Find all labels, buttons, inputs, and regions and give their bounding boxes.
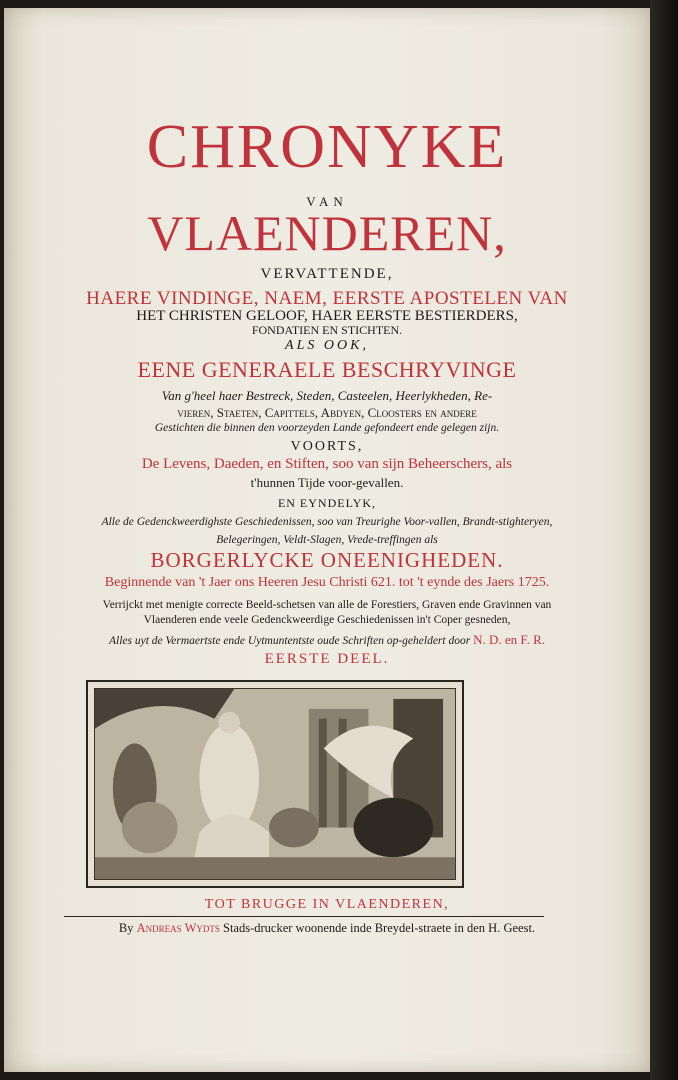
levens-line: De Levens, Daeden, en Stiften, soo van sijn Beheerschers, als xyxy=(141,456,513,472)
book-edge xyxy=(650,0,678,1080)
verrijckt-line: Verrijckt met menigte correcte Beeld-schetsen van alle de Forestiers, Graven ende Gravinnen van xyxy=(102,599,552,611)
fondatien-line: FONDATIEN EN STICHTEN. xyxy=(251,323,403,337)
title-page xyxy=(4,8,650,1072)
schriften-text: Alles uyt de Vermaertste ende Uytmuntentste oude Schriften op-geheldert door xyxy=(109,635,471,647)
eerste-deel: EERSTE DEEL. xyxy=(264,651,390,667)
imprint-printer: Andreas Wydts xyxy=(136,921,220,935)
geloof-line: HET CHRISTEN GELOOF, HAER EERSTE BESTIERDERS, xyxy=(136,308,518,324)
vlaenderen-line: Vlaenderen ende veele Gedenckweerdige Geschiedenissen in't Coper gesneden, xyxy=(143,614,511,626)
beginnende-line: Beginnende van 't Jaer ons Heeren Jesu Christi 621. tot 't eynde des Jaers 1725. xyxy=(104,575,550,590)
title-vlaenderen: VLAENDEREN, xyxy=(147,205,507,261)
title-chronyke: CHRONYKE xyxy=(146,113,508,181)
engraving-icon xyxy=(94,688,456,880)
vieren-line: vieren, Staeten, Capittels, Abdyen, Cloosters en andere xyxy=(177,405,477,420)
engraving-plate xyxy=(86,680,464,888)
beschryvinge-heading: EENE GENERAELE BESCHRYVINGE xyxy=(137,357,517,382)
schriften-line xyxy=(4,632,650,648)
imprint-by: By xyxy=(118,921,134,935)
title-van: VAN xyxy=(306,194,348,209)
tijde-line: t'hunnen Tijde voor-gevallen. xyxy=(250,475,404,490)
oneenigheden-heading: BORGERLYCKE ONEENIGHEDEN. xyxy=(150,548,504,572)
gestichten-line: Gestichten die binnen den voorzeyden Lande gefondeert ende gelegen zijn. xyxy=(154,422,500,434)
apostelen-line: HAERE VINDINGE, NAEM, EERSTE APOSTELEN VAN xyxy=(86,288,568,309)
engraving-drawing xyxy=(95,689,455,879)
imprint-line xyxy=(4,921,650,936)
als-ook-heading: ALS OOK, xyxy=(285,338,369,353)
vervattende-heading: VERVATTENDE, xyxy=(260,266,394,282)
bestreck-line: Van g'heel haer Bestreck, Steden, Casteelen, Heerlykheden, Re- xyxy=(161,388,493,403)
eyndelyk-heading: EN EYNDELYK, xyxy=(277,496,377,510)
belegeringen-line: Belegeringen, Veldt-Slagen, Vrede-treffingen als xyxy=(216,534,438,546)
imprint-rule xyxy=(64,916,544,917)
voorts-heading: VOORTS, xyxy=(290,439,364,454)
gedenck-line: Alle de Gedenckweerdighste Geschiedenissen, soo van Treurighe Voor-vallen, Brandt-stighteryen, xyxy=(101,516,553,528)
authors: N. D. en F. R. xyxy=(473,632,545,647)
imprint-place: TOT BRUGGE IN VLAENDEREN, xyxy=(204,897,450,912)
imprint-address: Stads-drucker woonende inde Breydel-straete in den H. Geest. xyxy=(223,921,536,935)
